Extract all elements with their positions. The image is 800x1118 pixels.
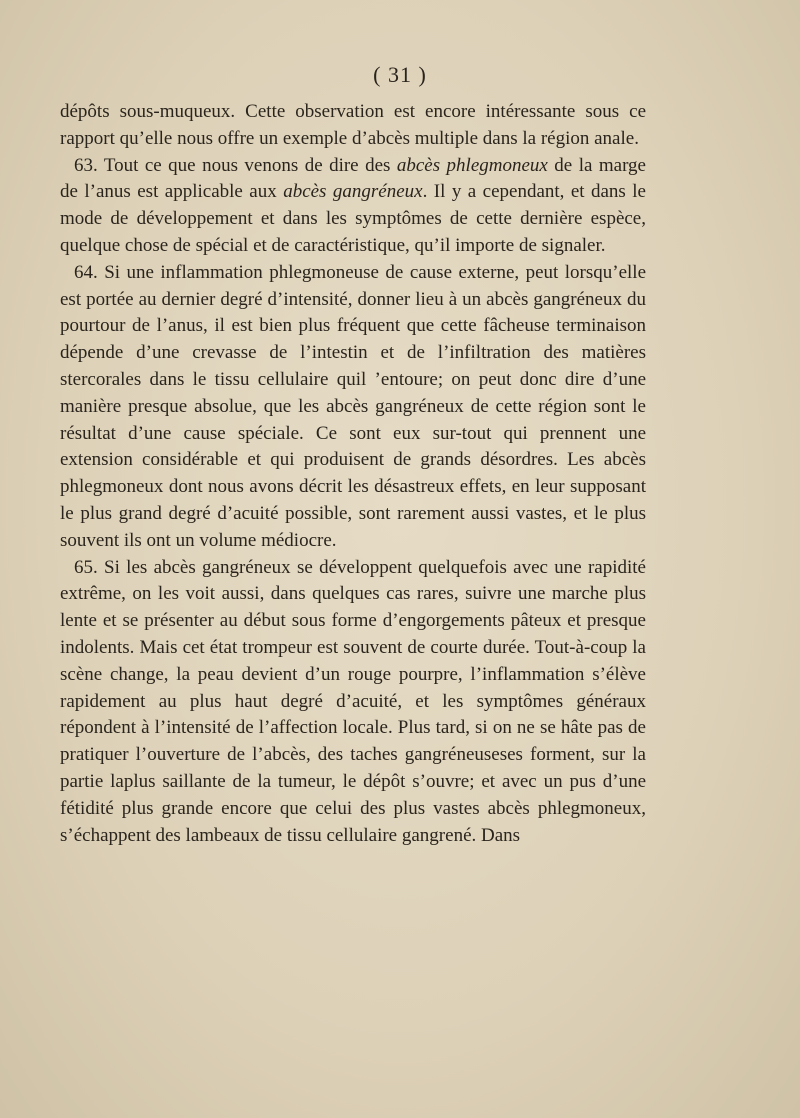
paragraph-continuation: dépôts sous-muqueux. Cette observation est encore intéressante sous ce rapport qu’elle nous offre un exemple d’abcès multiple dans la région anale.	[60, 101, 646, 149]
paragraph-65: 65. Si les abcès gangréneux se développent quelquefois avec une rapidité extrême, on les voit aussi, dans quelques cas rares, suivre une marche plus lente et se présenter au début sous forme d’engorgements pâteux et presque indolents. Mais cet état trompeur est souvent de courte durée. Tout-à-coup la scène change, la peau devient d’un rouge pourpre, l’inflammation s’élève rapidement au plus haut degré d’acuité, et les symptômes généraux répondent à l’intensité de l’affection locale. Plus tard, si on ne se hâte pas de pratiquer l’ouverture de l’abcès, des taches gangréneuseses forment, sur la partie laplus saillante de la tumeur, le dépôt s’ouvre; et avec un pus d’une fétidité plus grande encore que celui des plus vastes abcès phlegmoneux, s’échappent des lambeaux de tissu cellulaire gangrené. Dans	[60, 556, 646, 846]
paragraph-63-text-1: 63. Tout ce que nous venons de dire des	[74, 154, 397, 176]
page-number: ( 31 )	[373, 62, 427, 87]
body-text	[60, 99, 646, 849]
paragraph-63-em-2: abcès gangréneux	[283, 181, 423, 203]
paragraph-63	[60, 153, 646, 260]
paragraph-64: 64. Si une inflammation phlegmoneuse de cause externe, peut lorsqu’elle est portée au dernier degré d’intensité, donner lieu à un abcès gangréneux du pourtour de l’anus, il est bien plus fréquent que cette fâcheuse terminaison dépende d’une crevasse de l’intestin et de l’infiltration des matières stercorales dans le tissu cellulaire quil ’entoure; on peut donc dire d’une manière presque absolue, que les abcès gangréneux de cette région sont le résultat d’une cause spéciale. Ce sont eux sur-tout qui prennent une extension considérable et qui produisent de grands désordres. Les abcès phlegmoneux dont nous avons décrit les désastreux effets, en leur supposant le plus grand degré d’acuité possible, sont rarement aussi vastes, et le plus souvent ils ont un volume médiocre.	[60, 261, 646, 551]
paragraph-63-text-3: . Il y a cependant, et dans le mode de développement et dans les symptômes de cette dernière espèce, quelque chose de spécial et de caractéristique, qu’il importe de signaler.	[60, 181, 646, 256]
paragraph-63-em-1: abcès phlegmoneux	[396, 154, 548, 176]
paragraph-63-text-2: de la marge de l’anus est applicable aux	[60, 154, 646, 203]
